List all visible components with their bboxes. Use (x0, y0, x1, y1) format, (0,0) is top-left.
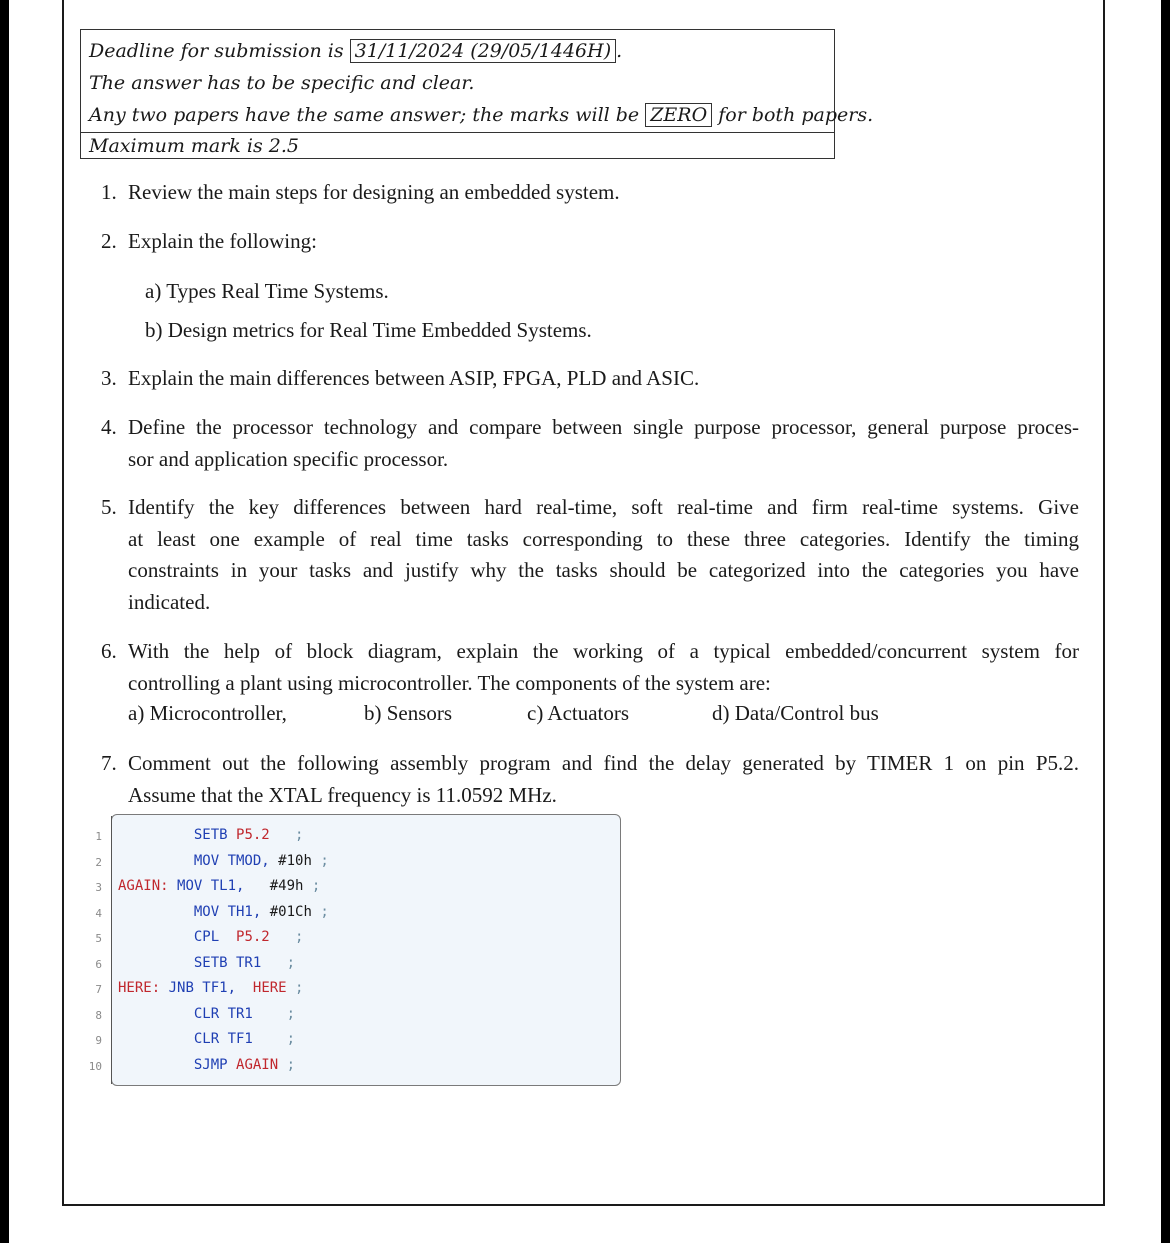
code-line-number: 3 (95, 881, 102, 894)
question-number: 5. (101, 495, 117, 519)
code-instruction: MOV TL1, (177, 878, 245, 894)
sub-text: Design metrics for Real Time Embedded Systems. (167, 318, 592, 342)
question-number: 6. (101, 639, 117, 663)
code-line (118, 878, 320, 894)
question-number: 4. (101, 415, 117, 439)
code-comment: ; (320, 853, 329, 869)
question-text: Explain the following: (128, 229, 317, 253)
question-text (128, 492, 1079, 618)
code-instruction: JNB TF1, (168, 980, 237, 996)
code-line-number: 9 (95, 1034, 102, 1047)
plagiarism-suffix: for both papers. (718, 104, 874, 126)
code-line (118, 1031, 295, 1047)
code-comment: ; (295, 929, 304, 945)
question-line: With the help of block diagram, explain the working of a typical embedded/concurrent system for (128, 639, 1079, 663)
code-line-number: 6 (95, 958, 102, 971)
code-line (118, 827, 303, 843)
question-line: at least one example of real time tasks corresponding to these three categories. Identify the timing (128, 526, 1079, 551)
component-actuators: c) Actuators (527, 701, 630, 725)
code-line-number: 8 (95, 1009, 102, 1022)
clarity-line: The answer has to be specific and clear. (89, 72, 475, 94)
code-comment: ; (286, 1031, 296, 1047)
code-line (118, 929, 303, 945)
code-label: AGAIN: (118, 878, 169, 894)
code-comment: ; (286, 1057, 296, 1073)
code-comment: ; (295, 827, 304, 843)
code-instruction: CLR TF1 (193, 1031, 253, 1047)
question-2-sub-b (145, 318, 592, 343)
code-line (118, 1006, 295, 1022)
code-line-number: 2 (95, 856, 102, 869)
code-instruction: MOV TH1, (193, 904, 262, 920)
code-comment: ; (286, 955, 296, 971)
code-line-number: 4 (95, 907, 102, 920)
code-gutter-rule (111, 816, 112, 1084)
code-line (118, 1057, 295, 1073)
code-instruction: CPL P5.2 (193, 929, 270, 945)
component-microcontroller: a) Microcontroller, (128, 701, 287, 725)
code-instruction: SETB TR1 (193, 955, 262, 971)
question-text (128, 412, 1079, 475)
plagiarism-prefix: Any two papers have the same answer; the marks will be (89, 104, 640, 126)
notice-divider (81, 132, 834, 133)
question-line: constraints in your tasks and justify why the tasks should be categorized into the categories you have (128, 558, 1079, 582)
question-line: Comment out the following assembly program and find the delay generated by TIMER 1 on pin P5.2. (128, 751, 1079, 775)
question-number: 3. (101, 366, 117, 390)
code-line-number: 7 (95, 983, 102, 996)
deadline-line (89, 40, 622, 62)
component-sensors: b) Sensors (364, 701, 453, 725)
code-comment: ; (295, 980, 304, 996)
question-line: controlling a plant using microcontroller. The components of the system are: (128, 670, 771, 695)
question-line: indicated. (128, 589, 211, 614)
sub-text: Types Real Time Systems. (166, 279, 389, 303)
question-text (128, 636, 1079, 699)
instructions-box (80, 29, 874, 159)
code-comment: ; (320, 904, 329, 920)
code-line-number: 1 (95, 830, 102, 843)
question-number: 7. (101, 751, 117, 775)
component-data-control-bus: d) Data/Control bus (712, 701, 879, 725)
deadline-date: 31/11/2024 (29/05/1446H) (350, 39, 616, 63)
code-line (118, 980, 303, 996)
sub-label: b) (145, 318, 163, 342)
code-comment: ; (286, 1006, 296, 1022)
question-text: Review the main steps for designing an embedded system. (128, 180, 620, 204)
deadline-prefix: Deadline for submission is (89, 40, 344, 62)
question-line: Define the processor technology and compare between single purpose processor, general purpose proces- (128, 415, 1079, 439)
code-operand: HERE (252, 980, 287, 996)
code-instruction: MOV TMOD, (193, 853, 270, 869)
code-instruction: CLR TR1 (193, 1006, 253, 1022)
question-line: Identify the key differences between hard real-time, soft real-time and firm real-time systems. Give (128, 495, 1079, 519)
code-line (118, 853, 329, 869)
code-line (118, 955, 295, 971)
code-operand: #10h (278, 853, 312, 869)
code-comment: ; (311, 878, 321, 894)
code-line-number: 5 (95, 932, 102, 945)
code-operand: #01Ch (269, 904, 312, 920)
code-operand: #49h (269, 878, 304, 894)
code-instruction: SJMP AGAIN (193, 1057, 279, 1073)
code-line (118, 904, 329, 920)
question-line: Assume that the XTAL frequency is 11.0592 MHz. (128, 782, 557, 807)
max-mark-line: Maximum mark is 2.5 (89, 135, 299, 157)
zero-mark: ZERO (645, 103, 712, 127)
code-label: HERE: (118, 980, 161, 996)
deadline-suffix: . (616, 40, 623, 62)
plagiarism-line (89, 104, 873, 126)
question-number: 2. (101, 229, 117, 253)
question-2-sub-a (145, 279, 389, 304)
question-number: 1. (101, 180, 117, 204)
question-text (128, 748, 1079, 811)
sub-label: a) (145, 279, 162, 303)
question-line: sor and application specific processor. (128, 446, 449, 471)
question-text: Explain the main differences between ASIP, FPGA, PLD and ASIC. (128, 366, 700, 390)
code-line-number: 10 (88, 1060, 102, 1073)
code-instruction: SETB P5.2 (193, 827, 270, 843)
